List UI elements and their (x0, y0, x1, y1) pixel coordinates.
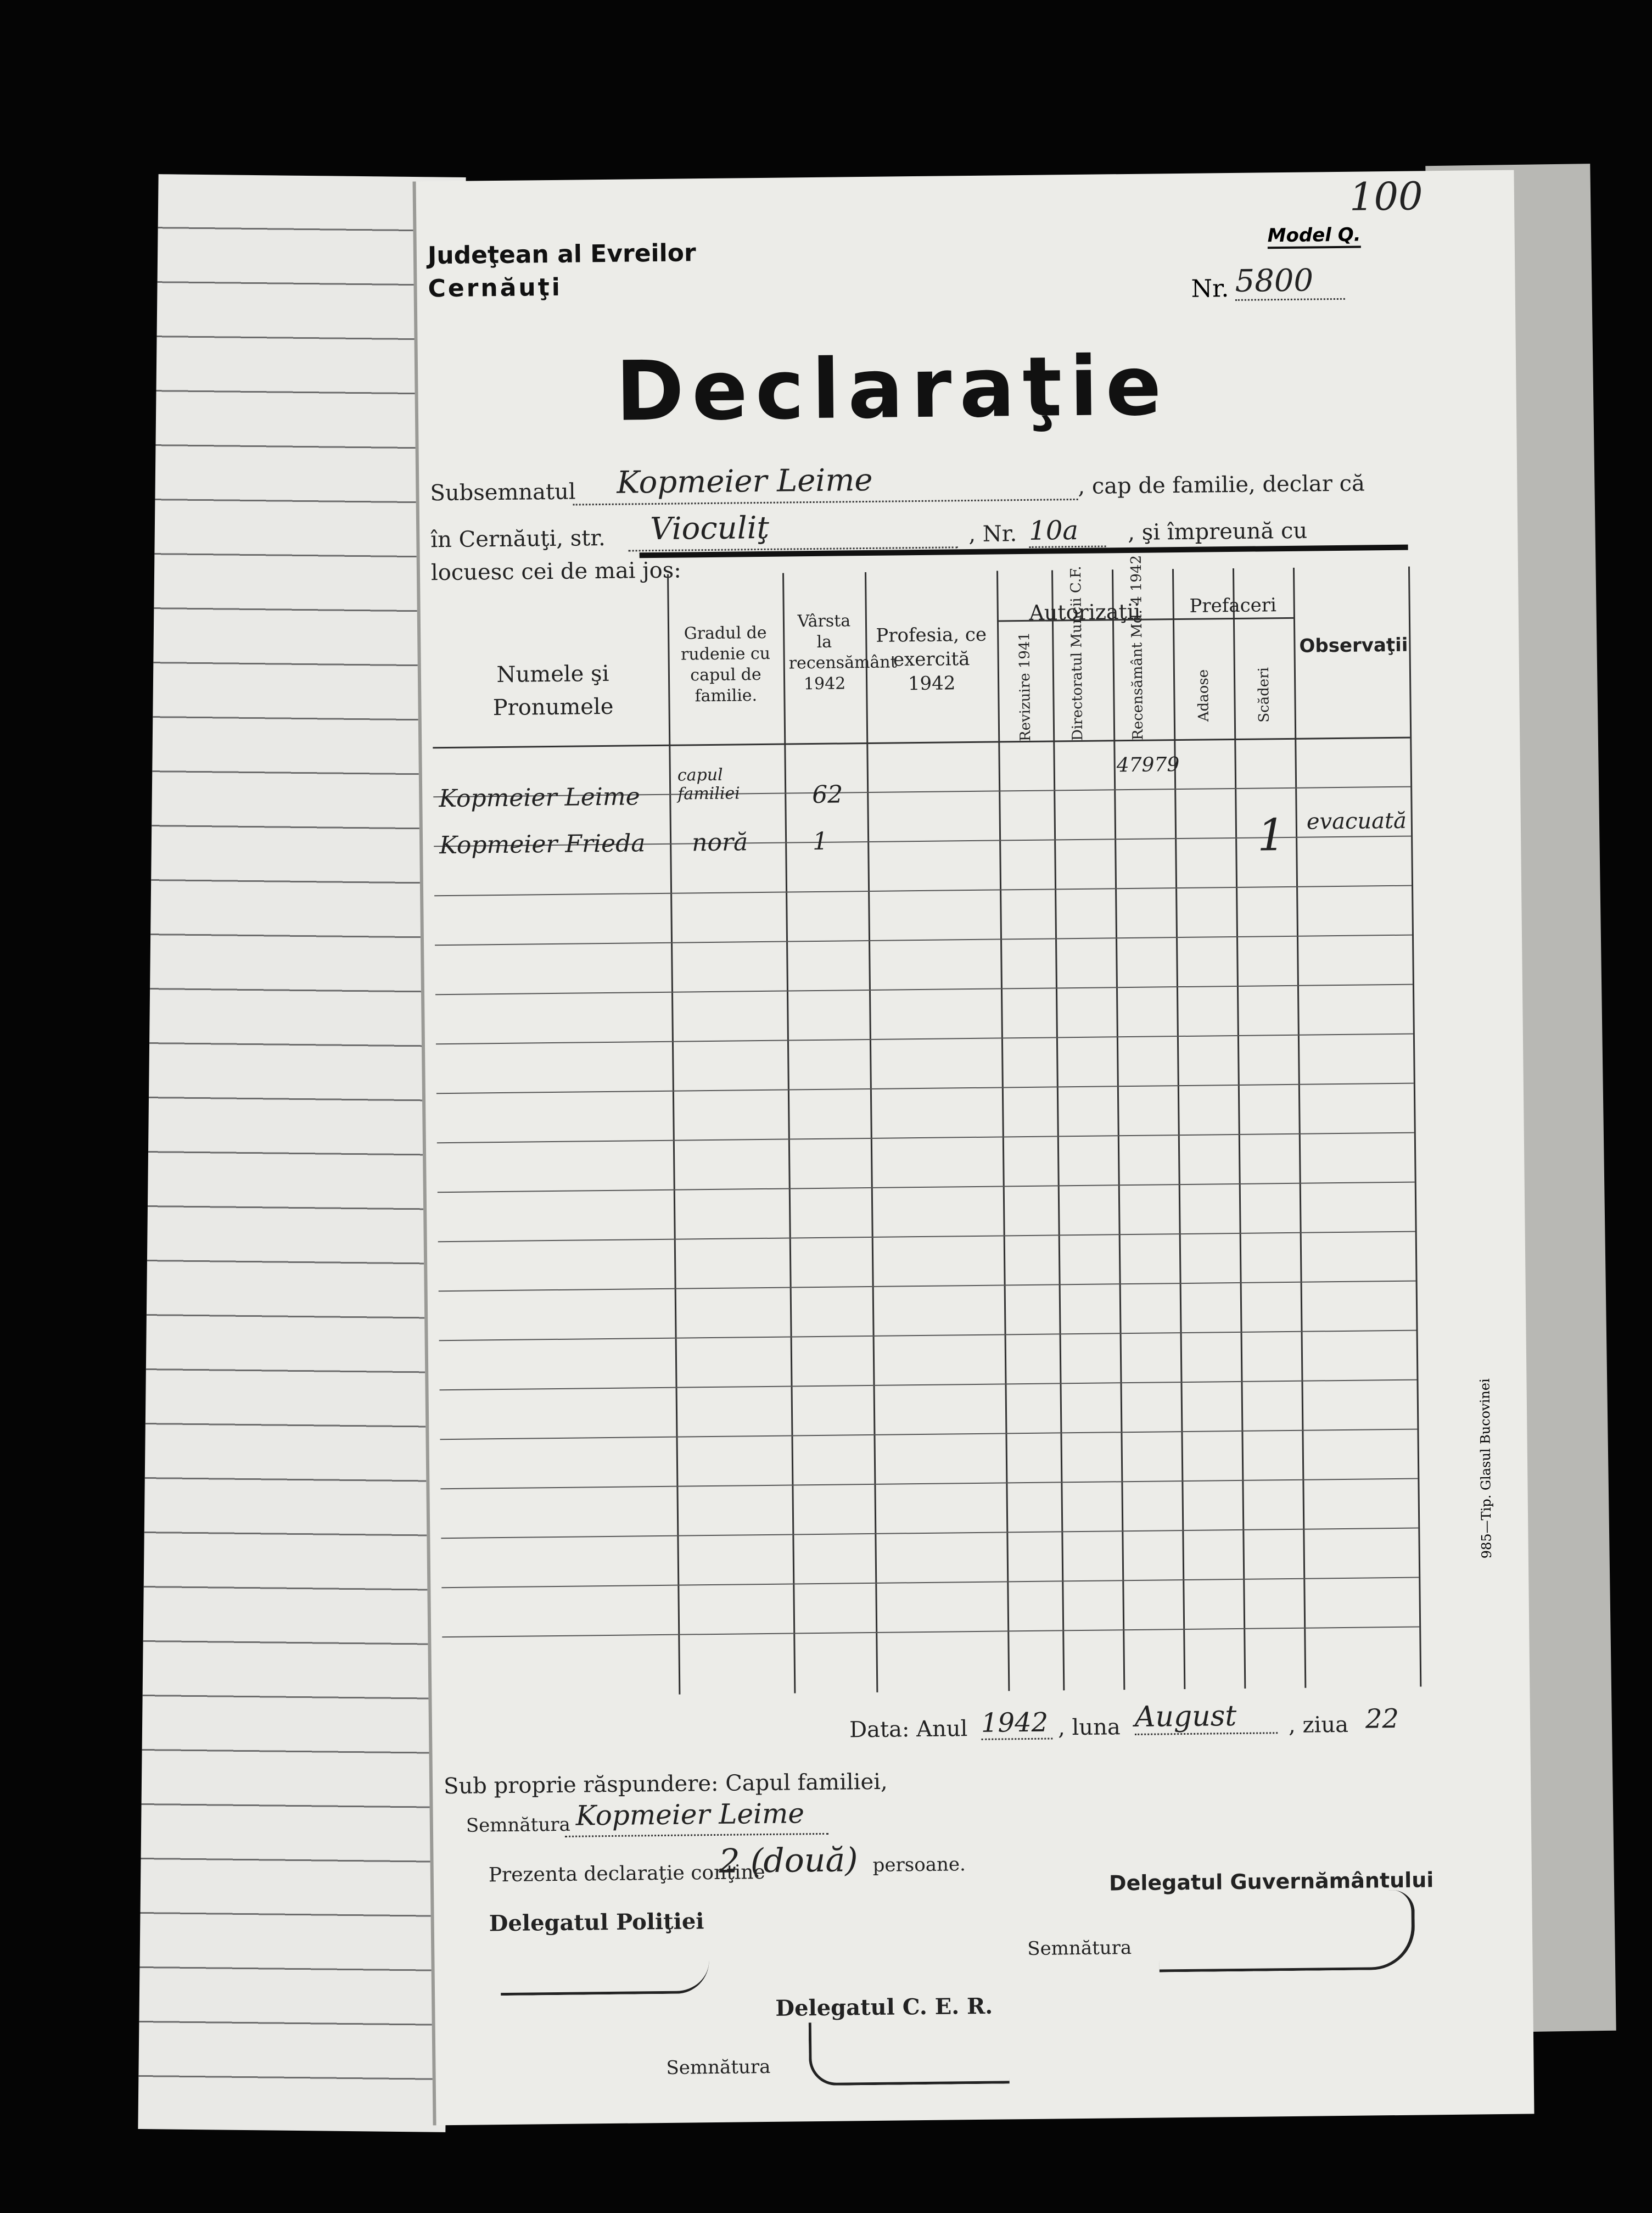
responsibility-text: Sub proprie răspundere: Capul familiei, (443, 1769, 888, 1800)
page-title: Declaraţie (615, 338, 1170, 440)
contains-label: Prezenta declaraţie conţine (488, 1861, 765, 1887)
date-month: August (1135, 1699, 1278, 1735)
row-1-census-nr: 47979 (1116, 753, 1180, 777)
header-auth-2: Directoratul Muncii C.F. (1067, 566, 1087, 741)
day-label: , ziua (1288, 1712, 1349, 1739)
row-2-notes: evacuată (1306, 808, 1407, 835)
header-age: Vârsta la recensământ 1942 (788, 611, 897, 694)
month-label: , luna (1057, 1714, 1121, 1741)
row-2-removal: 1 (1257, 809, 1286, 861)
row-2-relation: noră (691, 828, 748, 857)
gov-signature-label: Semnătura (1027, 1937, 1132, 1960)
head-signature-label: Semnătura (466, 1813, 570, 1837)
header-name: Numele şi Pronumele (492, 661, 614, 721)
police-delegate-label: Delegatul Poliţiei (489, 1908, 704, 1937)
institution-line-1: Judeţean al Evreilor (427, 239, 696, 270)
nr-label: Nr. (1191, 275, 1229, 303)
date-year: 1942 (981, 1707, 1053, 1740)
street-label: în Cernăuţi, str. (430, 525, 606, 553)
header-auth-1: Revizuire 1941 (1016, 632, 1034, 742)
locuesc-text: locuesc cei de mai jos: (430, 557, 681, 586)
institution-line-2: Cernăuţi (428, 273, 563, 303)
street-value: Vioculiţ (649, 510, 770, 547)
declaration-form (413, 170, 1535, 2126)
subsemnatul-label: Subsemnatul (430, 479, 576, 506)
row-2-age: 1 (812, 827, 828, 856)
date-label: Data: Anul (849, 1716, 968, 1743)
model-label: Model Q. (1267, 224, 1360, 249)
row-2-name: Kopmeier Frieda (439, 829, 646, 860)
persons-label: persoane. (872, 1853, 966, 1876)
header-changes-add: Adaose (1195, 669, 1212, 722)
house-nr-label: , Nr. (968, 521, 1017, 547)
header-auth-3: Recensământ Md. 4 1942 (1128, 555, 1147, 740)
house-nr-value: 10a (1029, 515, 1106, 547)
row-1-age: 62 (811, 780, 843, 809)
nr-value: 5800 (1235, 262, 1345, 301)
household-table (431, 555, 1420, 1697)
row-1-relation: capul familiei (677, 765, 740, 804)
gov-delegate-label: Delegatul Guvernământului (1108, 1868, 1434, 1896)
date-day: 22 (1365, 1703, 1399, 1735)
contains-value: 2 (două) (719, 1841, 858, 1881)
head-signature: Kopmeier Leime (575, 1797, 805, 1832)
printer-note: 985—Tip. Glasul Bucovinei (1477, 1378, 1494, 1559)
gov-signature-scribble (1158, 1890, 1415, 1972)
row-1-name: Kopmeier Leime (439, 783, 640, 813)
header-rule (640, 545, 1408, 558)
header-notes: Observaţii (1299, 634, 1408, 657)
head-signature-line (565, 1833, 828, 1837)
cer-delegate-label: Delegatul C. E. R. (775, 1993, 993, 2021)
cer-signature-scribble (809, 2020, 1010, 2086)
header-changes-sub: Scăderi (1255, 667, 1273, 723)
page-number: 100 (1349, 174, 1423, 220)
header-profession: Profesia, ce exercită 1942 (876, 623, 987, 695)
cer-signature-label: Semnătura (666, 2055, 771, 2079)
cap-de-familie-text: , cap de familie, declar că (1078, 471, 1365, 499)
header-changes: Prefaceri (1189, 594, 1277, 617)
police-signature-scribble (500, 1941, 709, 1996)
header-authorizations: Autorizaţii (1029, 599, 1141, 625)
subsemnatul-value: Kopmeier Leime (616, 462, 873, 501)
impreuna-text: , şi împreună cu (1128, 518, 1308, 545)
header-relation: Gradul de rudenie cu capul de familie. (680, 623, 771, 706)
